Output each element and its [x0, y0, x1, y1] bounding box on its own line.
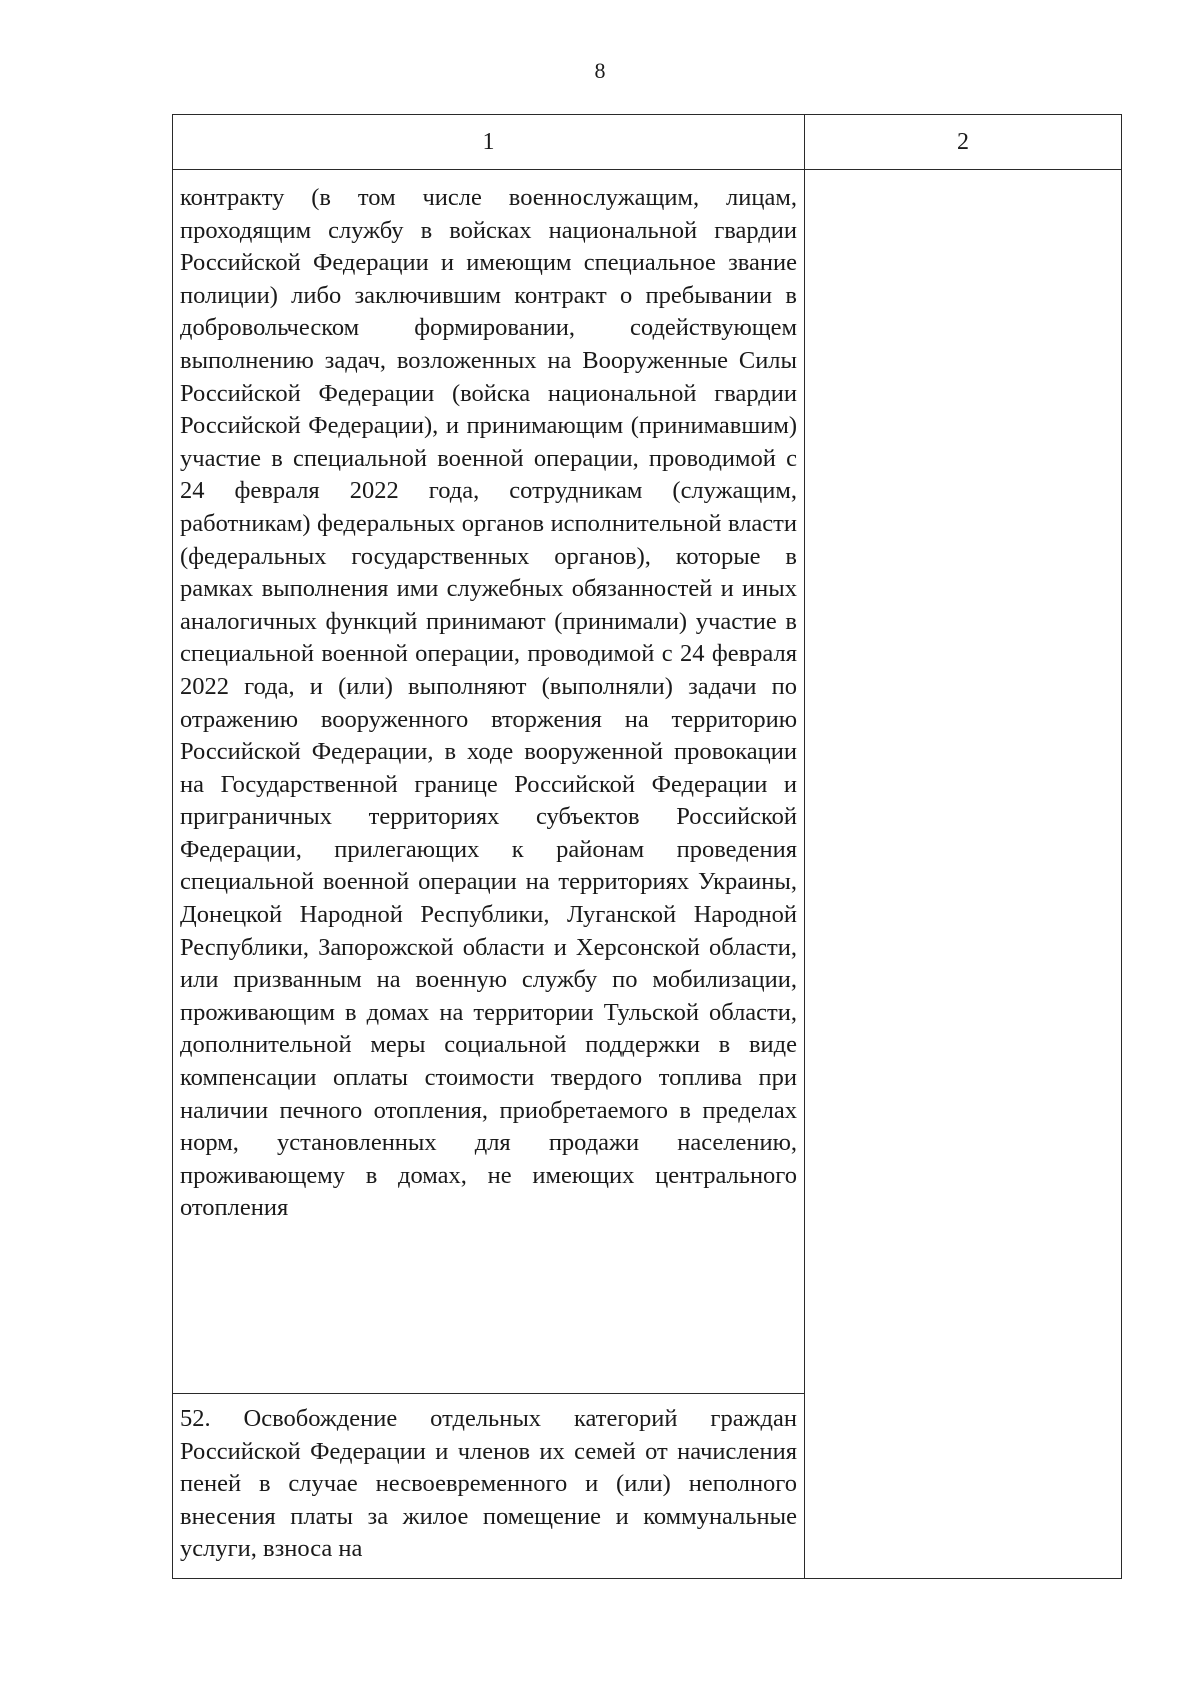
table-cell-text — [173, 1394, 805, 1579]
page-number: 8 — [594, 58, 606, 83]
table-cell-empty — [805, 170, 1122, 1579]
row-2-text: 52. Освобождение отдельных категорий граждан Российской Федерации и членов их семей от начисления пеней в случае несвоевременного и (или) неполного внесения платы за жилое помещение и коммунальные услуги, взноса на — [180, 1405, 797, 1563]
row-1-col2-text — [805, 170, 1121, 192]
document-table — [172, 114, 1122, 1579]
column-header-2: 2 — [805, 115, 1122, 170]
row-1-text: контракту (в том числе военнослужащим, лицам, проходящим службу в войсках национальной гвардии Российской Федерации и имеющим специальное звание полиции) либо заключившим контракт о пребывании в добровольческом формировании, содействующем выполнению задач, возложенных на Вооруженные Силы Российской Федерации (войска национальной гвардии Российской Федерации), и принимающим (принимавшим) участие в специальной военной операции, проводимой с 24 февраля 2022 года, сотрудникам (служащим, работникам) федеральных органов исполнительной власти (федеральных государственных органов), которые в рамках выполнения ими служебных обязанностей и иных аналогичных функций принимают (принимали) участие в специальной военной операции, проводимой с 24 февраля 2022 года, и (или) выполняют (выполняли) задачи по отражению вооруженного вторжения на территорию Российской Федерации, в ходе вооруженной провокации на Государственной границе Российской Федерации и приграничных территориях субъектов Российской Федерации, прилегающих к районам проведения специальной военной операции на территориях Украины, Донецкой Народной Республики, Луганской Народной Республики, Запорожской области и Херсонской области, или призванным на военную службу по мобилизации, проживающим в домах на территории Тульской области, дополнительной меры социальной поддержки в виде компенсации оплаты стоимости твердого топлива при наличии печного отопления, приобретаемого в пределах норм, установленных для продажи населению, проживающему в домах, не имеющих центрального отопления — [180, 184, 797, 1222]
table-header-row — [173, 115, 1122, 170]
table-row — [173, 170, 1122, 1394]
table-cell-text — [173, 170, 805, 1394]
column-header-1: 1 — [173, 115, 805, 170]
